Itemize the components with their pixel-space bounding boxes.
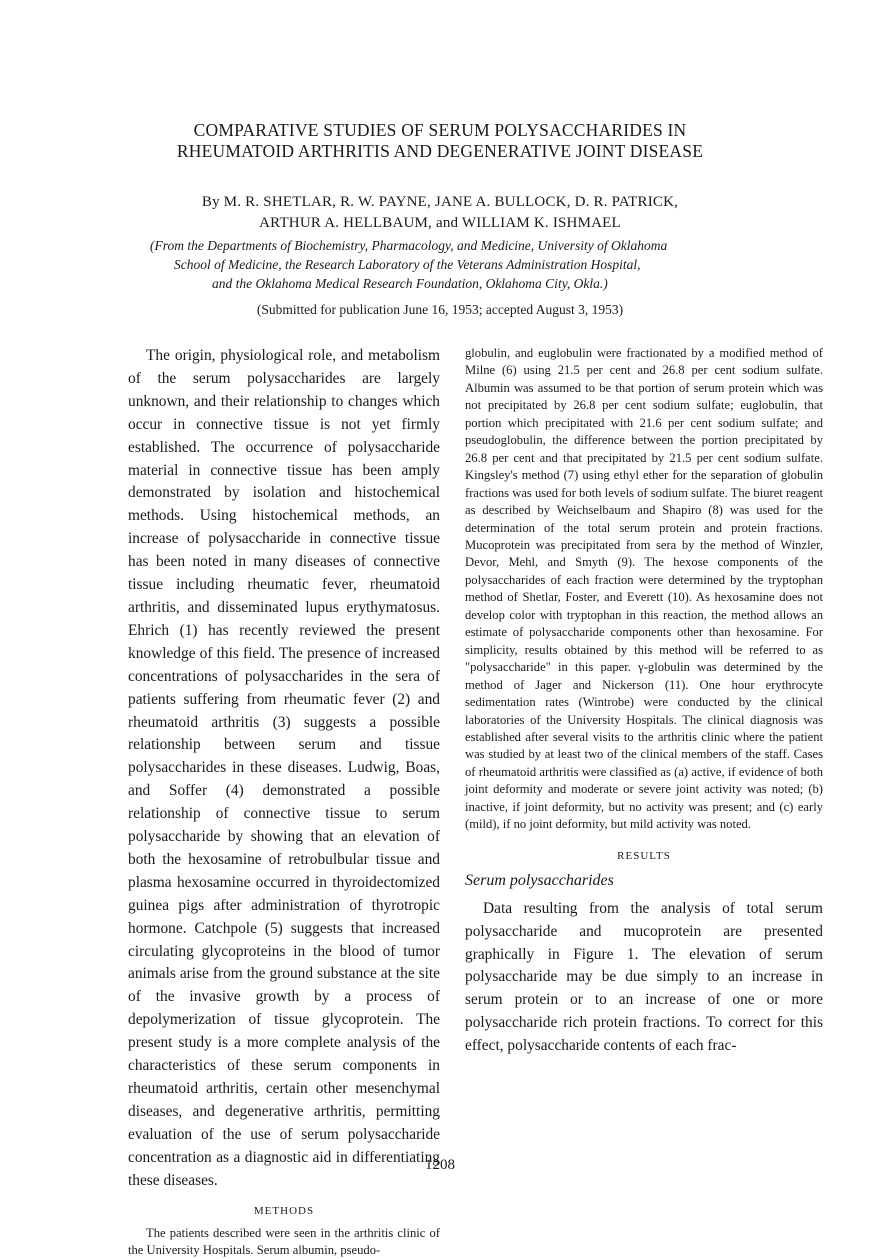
methods-heading: METHODS (253, 1204, 315, 1217)
methods-paragraph: The patients described were seen in the arthritis clinic of the University Hospitals. Serum albumin, pseudo- (128, 1225, 440, 1257)
affiliation-line-1: (From the Departments of Biochemistry, Pharmacology, and Medicine, University of Oklahoma (150, 238, 668, 253)
article-title: COMPARATIVE STUDIES OF SERUM POLYSACCHARIDES IN RHEUMATOID ARTHRITIS AND DEGENERATIVE JOINT DISEASE (176, 120, 704, 161)
right-column (465, 345, 823, 1058)
affiliation-line-3: and the Oklahoma Medical Research Foundation, Oklahoma City, Okla.) (212, 276, 608, 291)
submission-dates: (Submitted for publication June 16, 1953; accepted August 3, 1953) (256, 302, 624, 317)
results-heading: RESULTS (617, 849, 671, 862)
page-number: 1208 (425, 1157, 455, 1173)
author-line-1: By M. R. SHETLAR, R. W. PAYNE, JANE A. BULLOCK, D. R. PATRICK, (201, 194, 679, 210)
left-column (128, 345, 440, 1259)
affiliation (150, 236, 770, 293)
results-paragraph: Data resulting from the analysis of total serum polysaccharide and mucoprotein are presented graphically in Figure 1. The elevation of serum polysaccharide may be due simply to an increase in serum protein or to an increase of one or more polysaccharide rich protein fractions. To correct for this effect, polysaccharide contents of each frac- (465, 899, 823, 1055)
results-subheading: Serum polysaccharides (465, 871, 614, 889)
affiliation-line-2: School of Medicine, the Research Laboratory of the Veterans Administration Hospital, (174, 257, 641, 272)
methods-continued-paragraph: globulin, and euglobulin were fractionated by a modified method of Milne (6) using 21.5 per cent and 26.8 per cent sodium sulfate. Albumin was assumed to be that portion of serum protein which was not precipitated by 26.8 per cent sodium sulfate; euglobulin, that portion which precipitated with 21.6 per cent sodium sulfate; and pseudoglobulin, the difference between the portion precipitated by 26.8 per cent and that precipitated by 21.5 per cent sodium sulfate. Kingsley's method (7) using ethyl ether for the separation of globulin fractions was used for both levels of sodium sulfate. The biuret reagent as described by Weichselbaum and Shapiro (8) was used for the determination of the total serum protein and protein fractions. Mucoprotein was precipitated from sera by the method of Winzler, Devor, Mehl, and Smyth (9). The hexose components of the polysaccharides of each fraction were determined by the tryptophan method of Shetlar, Foster, and Everett (10). As hexosamine does not develop color with tryptophan in this reaction, the method allows an estimate of polysaccharide components other than hexosamine. For simplicity, results obtained by this method will be referred to as "polysaccharide" in this paper. γ-globulin was determined by the method of Jager and Nickerson (11). One hour erythrocyte sedimentation rates (Wintrobe) were conducted by the clinical laboratories of the University Hospitals. The clinical diagnosis was established after several visits to the arthritis clinic where the patient was studied by at least two of the clinical members of the staff. Cases of rheumatoid arthritis were classified as (a) active, if evidence of both joint deformity and moderate or severe joint activity was noted; (b) inactive, if joint deformity, but no activity was present; and (c) early (mild), if no joint deformity, but mild activity was noted. (465, 346, 823, 832)
author-list (150, 192, 730, 234)
author-line-2: ARTHUR A. HELLBAUM, and WILLIAM K. ISHMAEL (259, 215, 621, 231)
introduction-paragraph: The origin, physiological role, and metabolism of the serum polysaccharides are largely unknown, and their relationship to changes which occur in connective tissue is not yet firmly established. The occurrence of polysaccharide material in connective tissue has been amply demonstrated by isolation and histochemical methods. Using histochemical methods, an increase of polysaccharide in connective tissue has been noted in many diseases of connective tissue including rheumatic fever, rheumatoid arthritis, and disseminated lupus erythymatosus. Ehrich (1) has recently reviewed the present knowledge of this field. The presence of increased concentrations of polysaccharides in the sera of patients suffering from rheumatic fever (2) and rheumatoid arthritis (3) suggests a possible relationship between serum and tissue polysaccharides in these diseases. Ludwig, Boas, and Soffer (4) demonstrated a possible relationship of connective tissue to serum polysaccharide by showing that an elevation of both the hexosamine of retrobulbular tissue and plasma hexosamine occurred in thyroidectomized guinea pigs after administration of thyrotropic hormone. Catchpole (5) suggests that increased circulating glycoproteins in the blood of tumor animals arise from the ground substance at the site of the invasive growth by a process of depolymerization of tissue glycoprotein. The present study is a more complete analysis of the characteristics of these serum components in rheumatoid arthritis, certain other mesenchymal diseases, and degenerative arthritis, permitting evaluation of the use of serum polysaccharide concentration as a diagnostic aid in differentiating these diseases. (128, 347, 440, 1189)
